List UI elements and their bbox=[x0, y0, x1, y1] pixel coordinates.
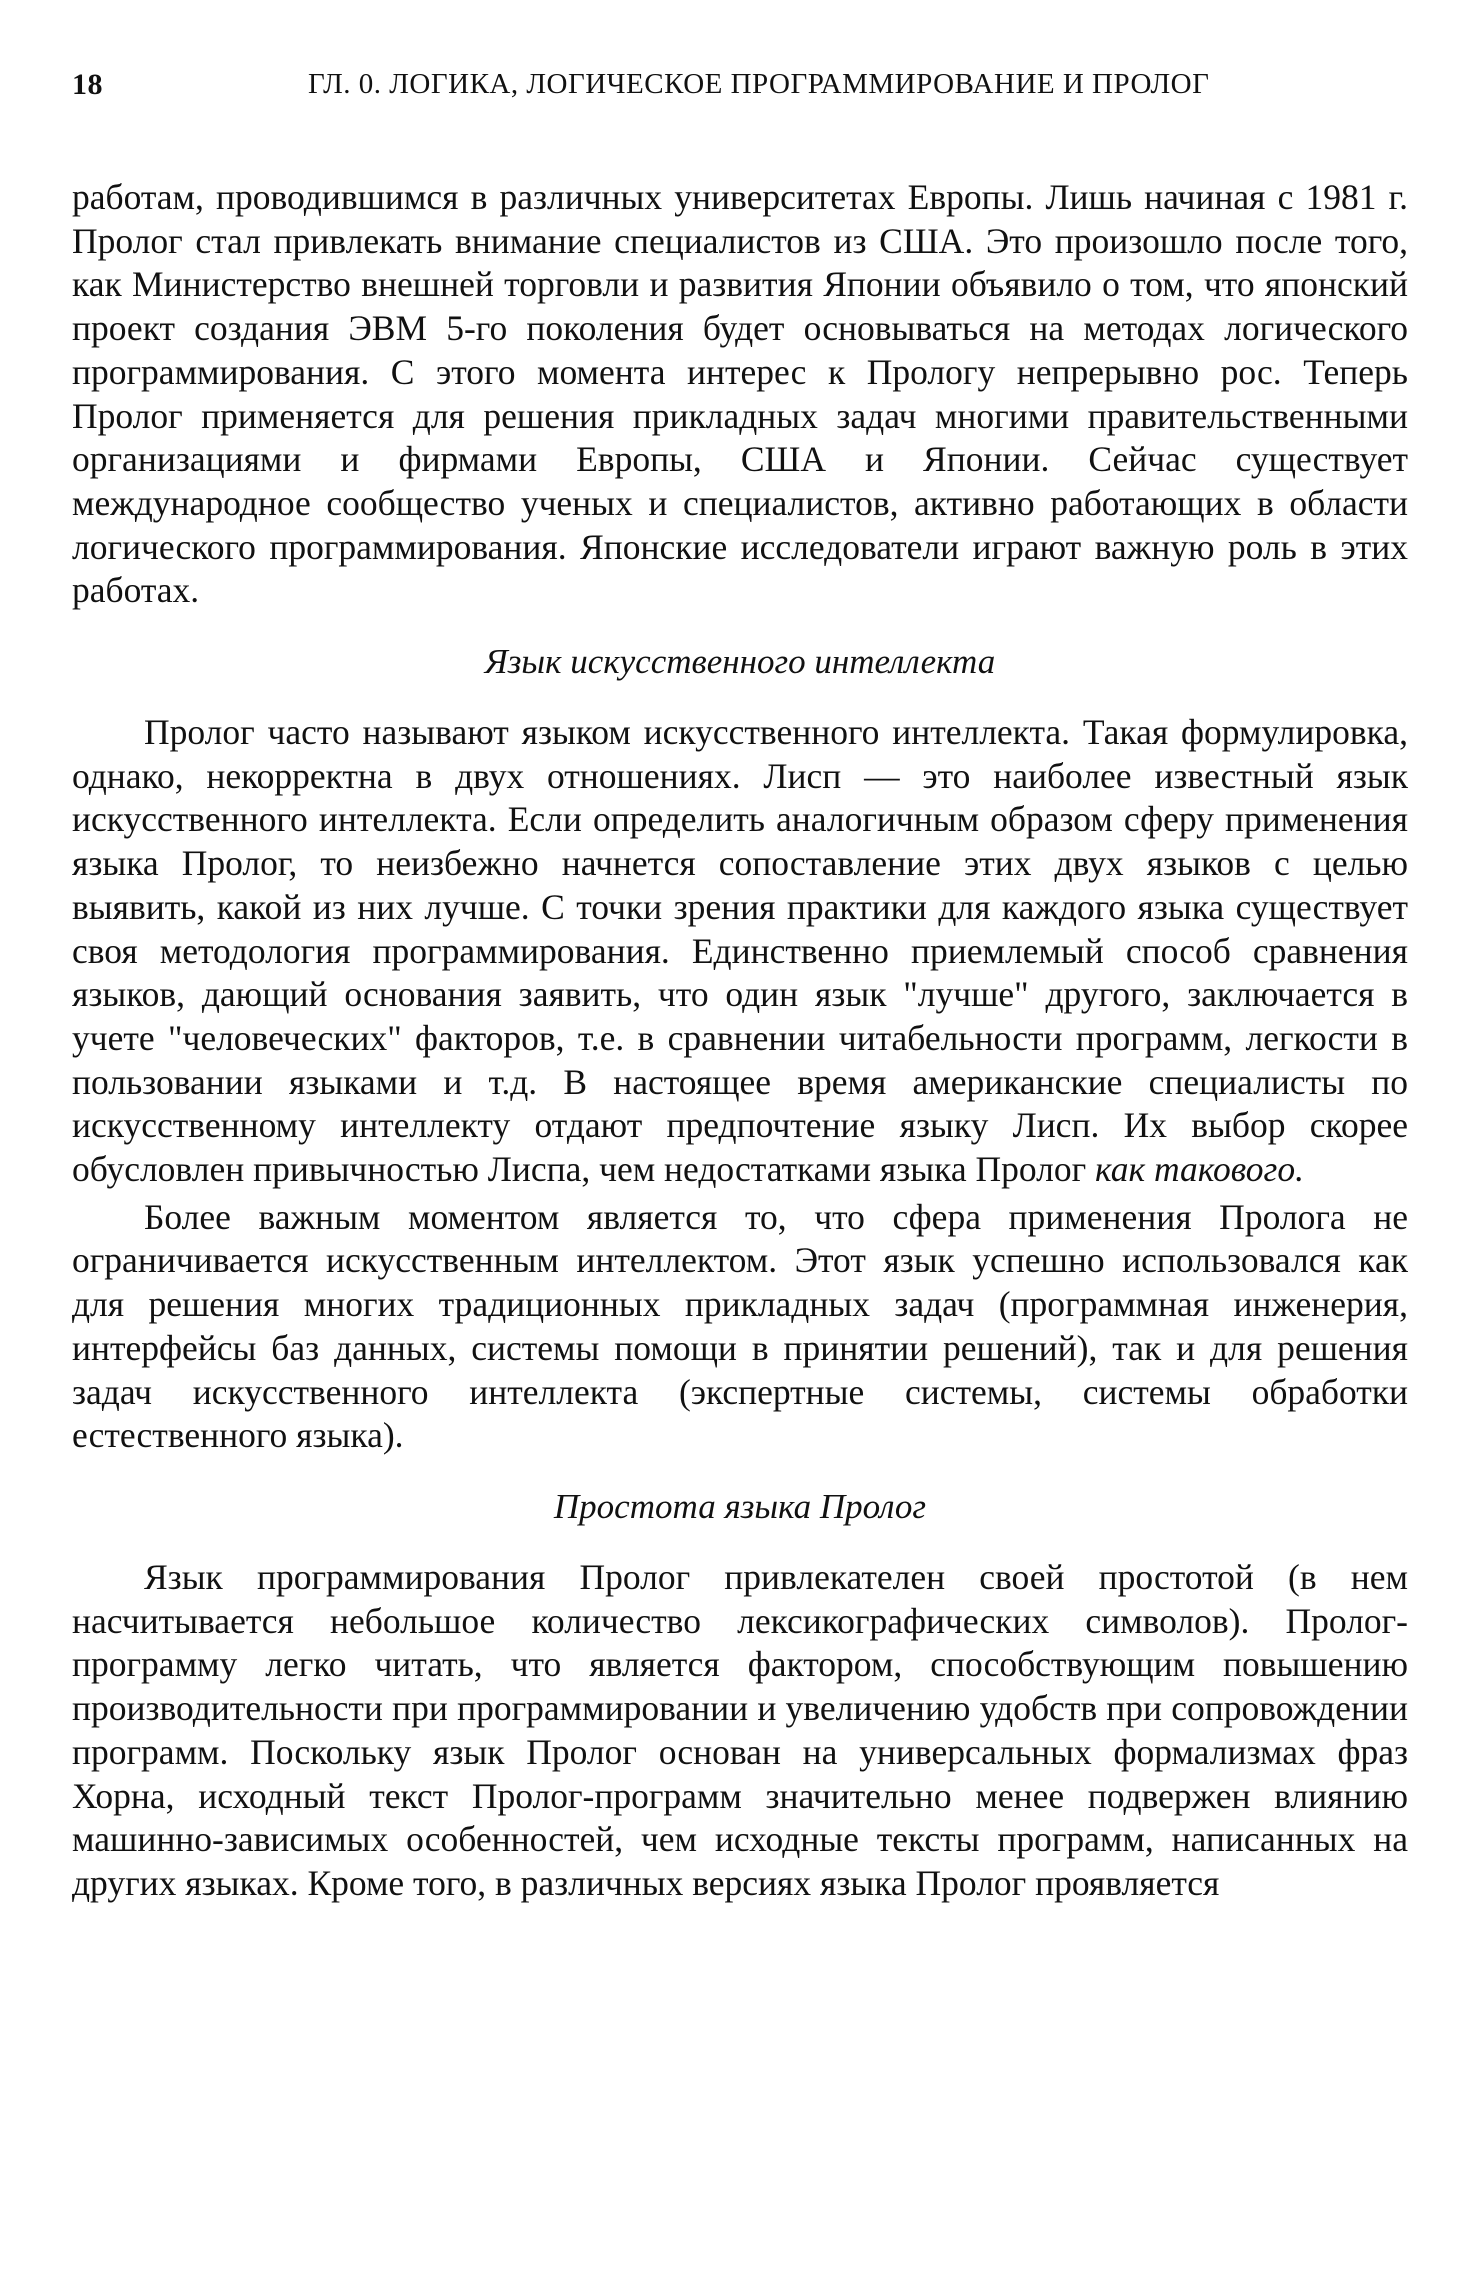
page-number: 18 bbox=[72, 68, 103, 101]
ai-language-paragraph-2: Более важным моментом является то, что сфера применения Пролога не ограничивается искусственным интеллектом. Этот язык успешно использовался как для решения многих традиционных прикладных задач (программная инженерия, интерфейсы баз данных, системы помощи в принятии решений), так и для решения задач искусственного интеллекта (экспертные системы, системы обработки естественного языка). bbox=[72, 1196, 1408, 1456]
book-page bbox=[72, 56, 1408, 1906]
ai-language-paragraph-1-emphasis: как такового. bbox=[1095, 1149, 1304, 1190]
ai-language-paragraph-1 bbox=[72, 711, 1408, 1192]
body-text bbox=[72, 176, 1408, 1906]
section-heading-simplicity: Простота языка Пролог bbox=[553, 1486, 927, 1526]
ai-language-paragraph-1-text: Пролог часто называют языком искусственного интеллекта. Такая формулировка, однако, некорректна в двух отношениях. Лисп — это наиболее известный язык искусственного интеллекта. Если определить аналогичным образом сферу применения языка Пролог, то неизбежно начнется сопоставление этих двух языков с целью выявить, какой из них лучше. С точки зрения практики для каждого языка существует своя методология программирования. Единственно приемлемый способ сравнения языков, дающий основания заявить, что один язык "лучше" другого, заключается в учете "человеческих" факторов, т.е. в сравнении читабельности программ, легкости в пользовании языками и т.д. В настоящее время американские специалисты по искусственному интеллекту отдают предпочтение языку Лисп. Их выбор скорее обусловлен привычностью Лиспа, чем недостатками языка Пролог bbox=[72, 712, 1408, 1190]
simplicity-paragraph-1: Язык программирования Пролог привлекателен своей простотой (в нем насчитывается небольшое количество лексикографических символов). Пролог-программу легко читать, что является фактором, способствующим повышению производительности при программировании и увеличению удобств при сопровождении программ. Поскольку язык Пролог основан на универсальных формализмах фраз Хорна, исходный текст Пролог-программ значительно менее подвержен влиянию машинно-зависимых особенностей, чем исходные тексты программ, написанных на других языках. Кроме того, в различных версиях языка Пролог проявляется bbox=[72, 1556, 1408, 1903]
chapter-title: ГЛ. 0. ЛОГИКА, ЛОГИЧЕСКОЕ ПРОГРАММИРОВАНИЕ И ПРОЛОГ bbox=[308, 68, 1210, 100]
running-header bbox=[72, 56, 1408, 116]
section-heading-ai-language: Язык искусственного интеллекта bbox=[484, 642, 996, 682]
intro-paragraph: работам, проводившимся в различных университетах Европы. Лишь начиная с 1981 г. Пролог стал привлекать внимание специалистов из США. Это произошло после того, как Министерство внешней торговли и развития Японии объявило о том, что японский проект создания ЭВМ 5-го поколения будет основываться на методах логического программирования. С этого момента интерес к Прологу непрерывно рос. Теперь Пролог применяется для решения прикладных задач многими правительственными организациями и фирмами Европы, США и Японии. Сейчас существует международное сообщество ученых и специалистов, активно работающих в области логического программирования. Японские исследователи играют важную роль в этих работах. bbox=[72, 177, 1408, 611]
